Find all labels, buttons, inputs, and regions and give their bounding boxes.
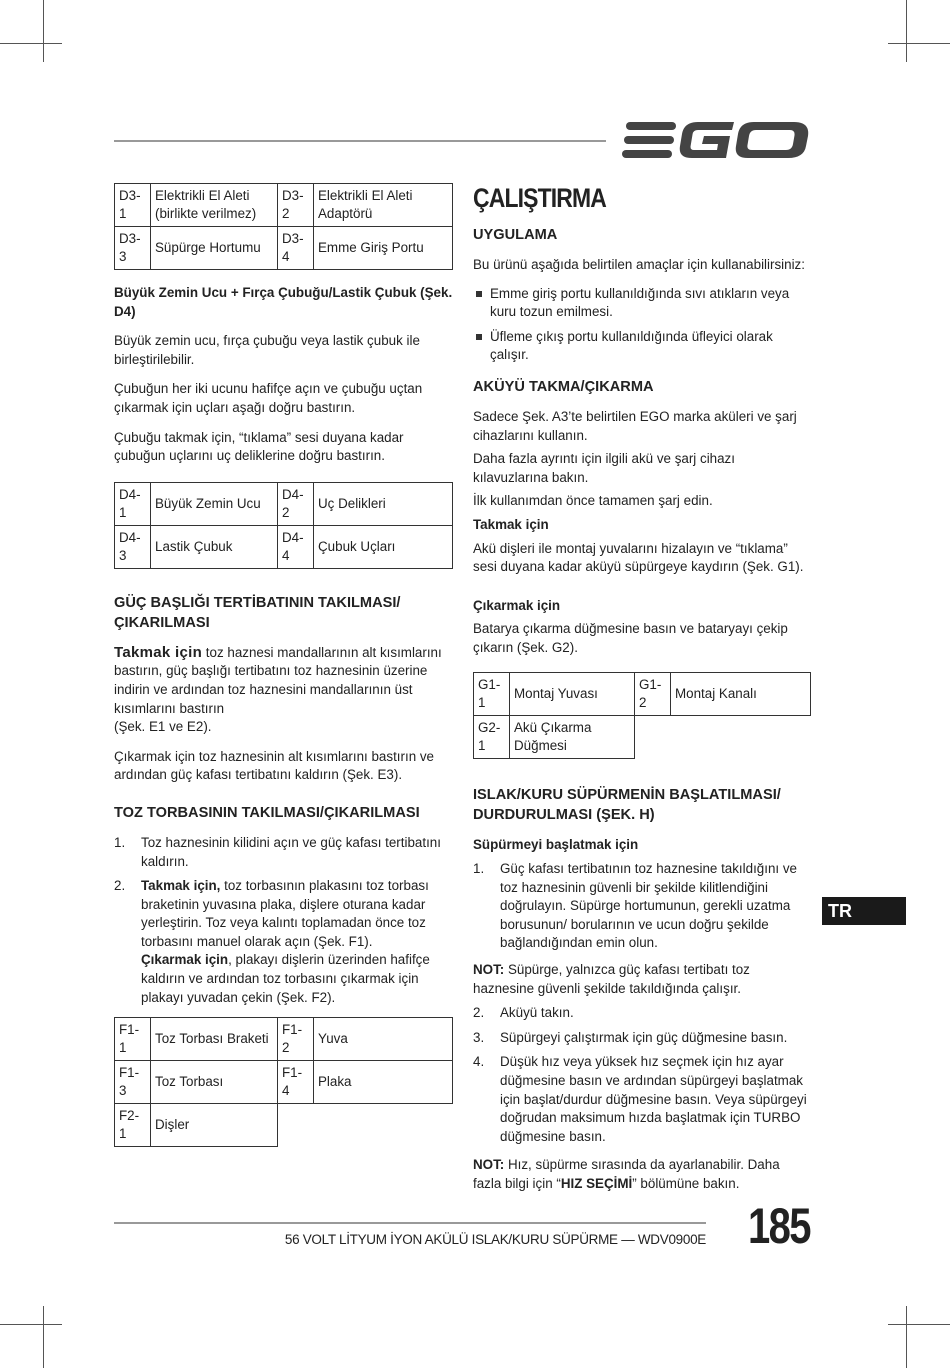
footer-rule	[114, 1222, 706, 1224]
left-column	[114, 183, 454, 1147]
list-number: 2.	[473, 1005, 485, 1021]
paragraph	[114, 644, 454, 718]
list-text: , plakayı dişlerin üzerinden hafifçe kaldırın ve ardından toz torbasını çıkarmak için plakayı yuvadan çekin (Şek. F2).	[141, 952, 430, 1005]
part-code: F1-3	[115, 1061, 151, 1104]
part-code: F2-1	[115, 1104, 151, 1147]
part-code: F1-2	[278, 1018, 314, 1061]
part-name: Montaj Kanalı	[671, 672, 811, 715]
list-text: Düşük hız veya yüksek hız seçmek için hız ayar düğmesine basın ve ardından süpürgeyi başlatmak için başlat/durdur düğmesine basın. Veya süpürgeyi doğrudan maksimum hızda başlatmak için TURBO düğmesine basın.	[500, 1054, 807, 1144]
parts-table-d3	[114, 183, 453, 270]
crop-mark	[43, 0, 44, 62]
part-name: Elektrikli El Aleti (birlikte verilmez)	[151, 184, 278, 227]
part-code: G1-2	[635, 672, 671, 715]
crop-mark	[43, 1306, 44, 1368]
note-text: Süpürge, yalnızca güç kafası tertibatı toz haznesine güvenli şekilde takıldığında çalışır.	[473, 962, 750, 996]
parts-table-g	[473, 672, 811, 759]
sub-heading: Çıkarmak için	[473, 597, 561, 613]
part-code: D3-3	[115, 227, 151, 270]
part-code: D4-2	[278, 482, 314, 525]
paragraph: Bu ürünü aşağıda belirtilen amaçlar için kullanabilirsiniz:	[473, 257, 805, 272]
part-code: F1-1	[115, 1018, 151, 1061]
right-column	[473, 182, 811, 1205]
empty-cell	[671, 715, 811, 758]
section-heading: UYGULAMA	[473, 227, 558, 243]
part-code: D4-1	[115, 482, 151, 525]
footer-text: 56 VOLT LİTYUM İYON AKÜLÜ ISLAK/KURU SÜPÜRME — WDV0900E	[284, 1232, 706, 1247]
crop-mark	[888, 43, 950, 44]
part-name: Emme Giriş Portu	[314, 227, 453, 270]
note-label: NOT:	[473, 1157, 505, 1173]
bold-text: Çıkarmak için	[141, 952, 229, 968]
list-number: 1.	[114, 834, 126, 850]
sub-heading: Süpürmeyi başlatmak için	[473, 836, 639, 852]
list-text: Toz haznesinin kilidini açın ve güç kafası tertibatını kaldırın.	[141, 834, 441, 869]
list-number: 3.	[473, 1029, 485, 1045]
part-name: Toz Torbası Braketi	[151, 1018, 278, 1061]
parts-table-f	[114, 1017, 453, 1147]
note-label: NOT:	[473, 962, 505, 978]
lead-text: Takmak için	[114, 643, 203, 661]
bold-text: HIZ SEÇİMİ	[560, 1176, 633, 1191]
list-number: 1.	[473, 861, 485, 877]
list-item	[473, 1053, 811, 1146]
list-item	[473, 1004, 811, 1023]
part-name: Süpürge Hortumu	[151, 227, 278, 270]
bold-text: Takmak için,	[141, 878, 221, 894]
language-tab: TR	[822, 897, 906, 925]
section-heading: Büyük Zemin Ucu + Fırça Çubuğu/Lastik Çubuk (Şek. D4)	[114, 285, 453, 319]
section-heading: GÜÇ BAŞLIĞI TERTİBATININ TAKILMASI/ ÇIKARILMASI	[114, 594, 401, 631]
list-text: toz torbasının plakasını toz torbası braketinin yuvasına plaka, dişlere oturana kadar yerleştirin. Toz veya kalıntı toplamadan önce toz torbasını manuel olarak açın (Şek. F1).	[141, 878, 429, 949]
part-code: G2-1	[474, 715, 510, 758]
list-number: 2.	[114, 878, 126, 894]
paragraph: Çubuğu takmak için, “tıklama” sesi duyana kadar çubuğun uçlarını uç deliklerine doğru bastırın.	[114, 429, 404, 464]
numbered-list	[473, 860, 811, 953]
table-row	[474, 715, 811, 758]
part-code: G1-1	[474, 672, 510, 715]
list-number: 4.	[473, 1054, 485, 1070]
section-heading: AKÜYÜ TAKMA/ÇIKARMA	[473, 378, 654, 395]
table-row	[115, 184, 453, 227]
ego-logo	[622, 118, 810, 162]
part-name: Plaka	[314, 1061, 453, 1104]
paragraph: Sadece Şek. A3’te belirtilen EGO marka aküleri ve şarj cihazlarını kullanın.	[473, 408, 797, 443]
table-row	[115, 482, 453, 525]
list-text: Aküyü takın.	[500, 1005, 574, 1021]
table-row	[115, 227, 453, 270]
table-row	[474, 672, 811, 715]
paragraph: Çubuğun her iki ucunu hafifçe açın ve çubuğu uçtan çıkarmak için uçları aşağı doğru bastırın.	[114, 381, 423, 415]
part-name: Dişler	[151, 1104, 278, 1147]
part-code: D3-2	[278, 184, 314, 227]
table-row	[115, 1104, 453, 1147]
part-code: F1-4	[278, 1061, 314, 1104]
sub-heading: Takmak için	[473, 516, 549, 532]
part-name: Elektrikli El Aleti Adaptörü	[314, 184, 453, 227]
paragraph: Büyük zemin ucu, fırça çubuğu veya lastik çubuk ile birleştirilebilir.	[114, 333, 420, 367]
part-name: Büyük Zemin Ucu	[151, 482, 278, 525]
section-heading: TOZ TORBASININ TAKILMASI/ÇIKARILMASI	[114, 804, 420, 821]
part-name: Yuva	[314, 1018, 453, 1061]
paragraph: İlk kullanımdan önce tamamen şarj edin.	[473, 493, 713, 509]
table-row	[115, 1061, 453, 1104]
part-name: Çubuk Uçları	[314, 525, 453, 568]
crop-mark	[0, 43, 62, 44]
parts-table-d4	[114, 482, 453, 569]
paragraph: Batarya çıkarma düğmesine basın ve bataryayı çekip çıkarın (Şek. G2).	[473, 621, 788, 655]
note	[473, 1156, 811, 1193]
list-item: Emme giriş portu kullanıldığında sıvı atıkların veya kuru tozun emilmesi.	[473, 285, 811, 322]
crop-mark	[906, 0, 907, 62]
crop-mark	[0, 1324, 62, 1325]
paragraph: Daha fazla ayrıntı için ilgili akü ve şarj cihazı kılavuzlarına bakın.	[473, 451, 735, 485]
list-item: Üfleme çıkış portu kullanıldığında üfleyici olarak çalışır.	[473, 328, 811, 365]
bullet-list	[473, 285, 811, 365]
empty-cell	[635, 715, 671, 758]
note-text: Hız, süpürme sırasında da ayarlanabilir. Daha fazla bilgi için “	[473, 1157, 780, 1191]
list-item	[473, 1029, 811, 1048]
part-name: Uç Delikleri	[314, 482, 453, 525]
list-text: Güç kafası tertibatının toz haznesine takıldığını ve toz haznesinin güvenli bir şekilde kilitlendiğini doğrulayın. Süpürge hortumunun, gerekli uzatma borusunun/ borularının ve ucun doğru şekilde bağlandığından emin olun.	[500, 861, 797, 951]
paragraph: Çıkarmak için toz haznesinin alt kısımlarını bastırın ve ardından güç kafası tertibatını kaldırın (Şek. E3).	[114, 748, 435, 783]
part-name: Akü Çıkarma Düğmesi	[510, 715, 635, 758]
empty-cell	[278, 1104, 314, 1147]
numbered-list	[473, 1004, 811, 1146]
note	[473, 961, 811, 998]
crop-mark	[888, 1324, 950, 1325]
numbered-list	[114, 834, 454, 1007]
part-name: Toz Torbası	[151, 1061, 278, 1104]
table-row	[115, 1018, 453, 1061]
part-code: D3-4	[278, 227, 314, 270]
paragraph: (Şek. E1 ve E2).	[114, 719, 212, 735]
part-code: D3-1	[115, 184, 151, 227]
part-name: Montaj Yuvası	[510, 672, 635, 715]
list-item	[114, 834, 454, 871]
list-item	[473, 860, 811, 953]
section-heading: ISLAK/KURU SÜPÜRMENİN BAŞLATILMASI/ DURDURULMASI (ŞEK. H)	[473, 786, 781, 823]
list-item	[114, 877, 454, 1007]
part-name: Lastik Çubuk	[151, 525, 278, 568]
part-code: D4-3	[115, 525, 151, 568]
page-title: ÇALIŞTIRMA	[473, 183, 607, 213]
empty-cell	[314, 1104, 453, 1147]
part-code: D4-4	[278, 525, 314, 568]
paragraph: Akü dişleri ile montaj yuvalarını hizalayın ve “tıklama” sesi duyana kadar aküyü süpürgeye kaydırın (Şek. G1).	[473, 540, 804, 575]
page-number: 185	[748, 1198, 810, 1254]
crop-mark	[906, 1306, 907, 1368]
table-row	[115, 525, 453, 568]
list-text: Süpürgeyi çalıştırmak için güç düğmesine basın.	[500, 1029, 788, 1045]
header-rule	[114, 140, 606, 142]
note-text: ” bölümüne bakın.	[632, 1176, 740, 1191]
paragraph-text: toz haznesi mandallarının alt kısımlarını bastırın, güç başlığı tertibatını toz haznesinin üzerine indirin ve ardından toz haznesini mandallarının üst kısımlarını bastırın	[114, 644, 442, 716]
